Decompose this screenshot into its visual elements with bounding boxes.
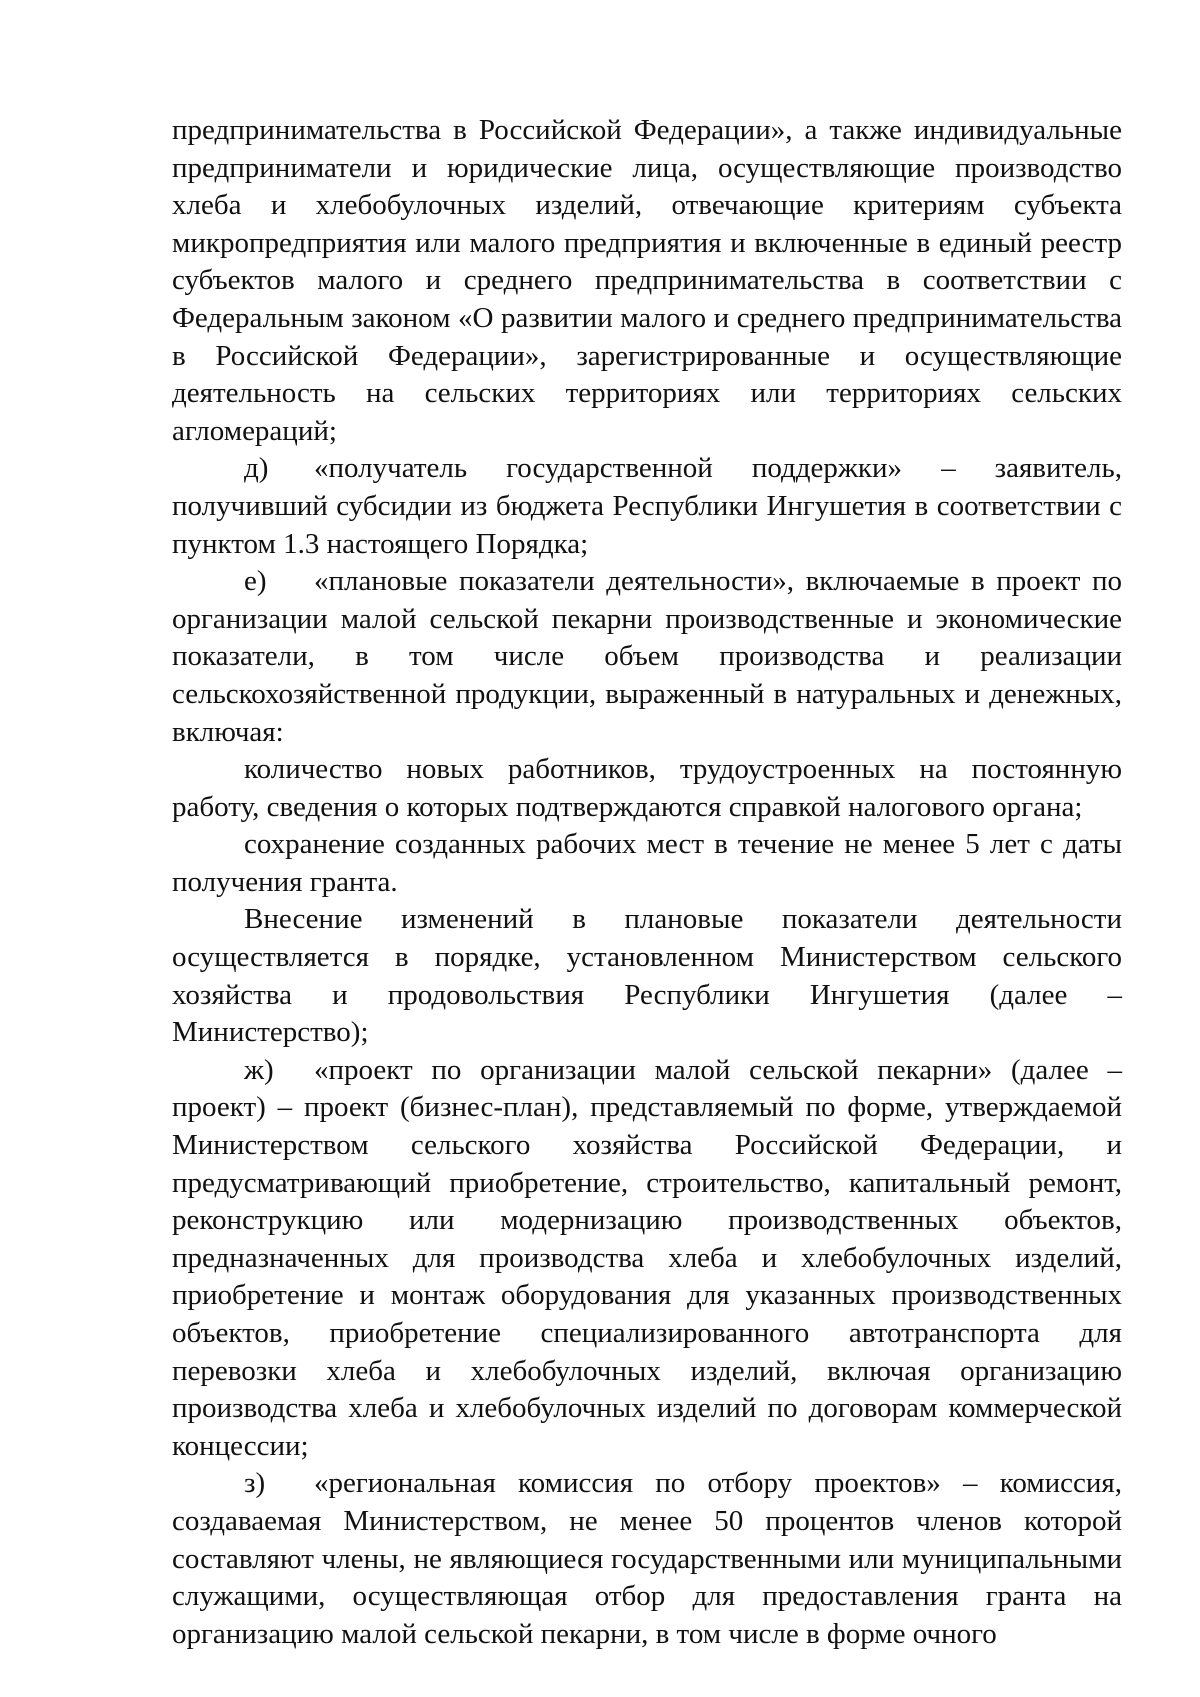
paragraph-text: количество новых работников, трудоустроенных на постоянную работу, сведения о которых подтверждаются справкой налогового органа; bbox=[172, 753, 1122, 823]
paragraph-continuation bbox=[172, 112, 1122, 450]
paragraph-item-d bbox=[172, 450, 1122, 563]
paragraph-text: «получатель государственной поддержки» – заявитель, получивший субсидии из бюджета Республики Ингушетия в соответствии с пунктом 1.3 настоящего Порядка; bbox=[172, 452, 1122, 560]
paragraph-text: сохранение созданных рабочих мест в течение не менее 5 лет с даты получения гранта. bbox=[172, 828, 1122, 898]
document-body bbox=[172, 112, 1122, 1653]
paragraph-job-retention bbox=[172, 826, 1122, 901]
list-marker: з) bbox=[244, 1467, 266, 1500]
paragraph-changes bbox=[172, 901, 1122, 1051]
paragraph-item-z bbox=[172, 1465, 1122, 1653]
paragraph-text: «проект по организации малой сельской пекарни» (далее – проект) – проект (бизнес-план), представляемый по форме, утверждаемой Министерством сельского хозяйства Российской Федерации, и предусматривающий приобретение, строительство, капитальный ремонт, реконструкцию или модернизацию производственных объектов, предназначенных для производства хлеба и хлебобулочных изделий, приобретение и монтаж оборудования для указанных производственных объектов, приобретение специализированного автотранспорта для перевозки хлеба и хлебобулочных изделий, включая организацию производства хлеба и хлебобулочных изделий по договорам коммерческой концессии; bbox=[172, 1053, 1122, 1462]
paragraph-text: «плановые показатели деятельности», включаемые в проект по организации малой сельской пекарни производственные и экономические показатели, в том числе объем производства и реализации сельскохозяйственной продукции, выраженный в натуральных и денежных, включая: bbox=[172, 565, 1122, 748]
list-marker: ж) bbox=[244, 1053, 274, 1086]
paragraph-text: «региональная комиссия по отбору проектов» – комиссия, создаваемая Министерством, не менее 50 процентов членов которой составляют члены, не являющиеся государственными или муниципальными служащими, осуществляющая отбор для предоставления гранта на организацию малой сельской пекарни, в том числе в форме очного bbox=[172, 1467, 1122, 1650]
paragraph-text: Внесение изменений в плановые показатели деятельности осуществляется в порядке, установленном Министерством сельского хозяйства и продовольствия Республики Ингушетия (далее – Министерство); bbox=[172, 903, 1122, 1049]
list-marker: е) bbox=[244, 565, 267, 598]
list-marker: д) bbox=[244, 452, 269, 485]
paragraph-text: предпринимательства в Российской Федерации», а также индивидуальные предприниматели и юридические лица, осуществляющие производство хлеба и хлебобулочных изделий, отвечающие критериям субъекта микропредприятия или малого предприятия и включенные в единый реестр субъектов малого и среднего предпринимательства в соответствии с Федеральным законом «О развитии малого и среднего предпринимательства в Российской Федерации», зарегистрированные и осуществляющие деятельность на сельских территориях или территориях сельских агломераций; bbox=[172, 114, 1122, 447]
paragraph-item-e bbox=[172, 563, 1122, 751]
paragraph-new-workers bbox=[172, 751, 1122, 826]
paragraph-item-zh bbox=[172, 1052, 1122, 1466]
